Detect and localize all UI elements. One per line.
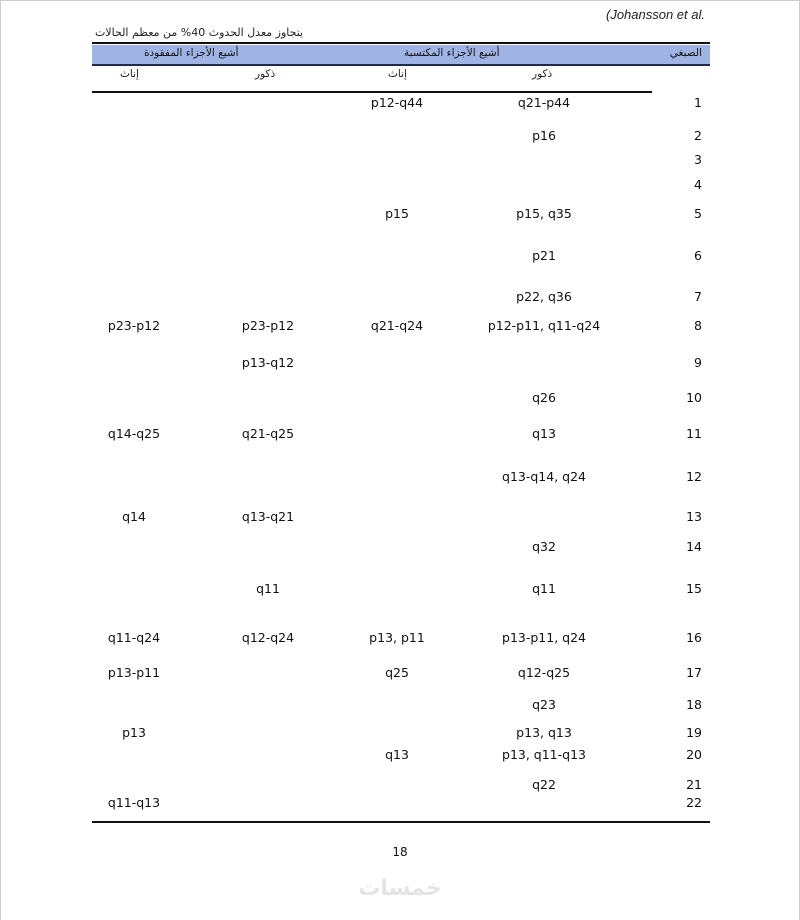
table-header-band [92,45,710,66]
cell-lost-males: q11 [256,581,280,596]
cell-lost-females: p13 [122,725,146,740]
chromosome-number: 12 [686,469,702,484]
chromosome-number: 3 [694,152,702,167]
cell-gained-males: q26 [532,390,556,405]
chromosome-number: 5 [694,206,702,221]
subheader-gained-males: ذكور [532,68,553,80]
chromosome-number: 7 [694,289,702,304]
chromosome-number: 22 [686,795,702,810]
chromosome-number: 1 [694,95,702,110]
chromosome-number: 13 [686,509,702,524]
table-caption: يتجاوز معدل الحدوث 40% من معظم الحالات [95,26,304,39]
cell-lost-females: q14-q25 [107,426,161,441]
cell-lost-males: p13-q12 [241,355,295,370]
header-lost: أشيع الأجزاء المفقودة [144,47,239,59]
subheader-gained-females: إناث [388,68,407,80]
page-number: 18 [392,845,408,859]
chromosome-number: 18 [686,697,702,712]
cell-gained-males: p13, q13 [516,725,572,740]
cell-gained-females: q13 [385,747,409,762]
cell-gained-males: q21-p44 [517,95,571,110]
cell-gained-males: p22, q36 [516,289,572,304]
chromosome-number: 2 [694,128,702,143]
chromosome-number: 17 [686,665,702,680]
cell-gained-males: p16 [532,128,556,143]
cell-gained-males: q11 [532,581,556,596]
cell-gained-males: q22 [532,777,556,792]
cell-gained-males: q13 [532,426,556,441]
cell-gained-males: q32 [532,539,556,554]
chromosome-number: 15 [686,581,702,596]
cell-gained-males: p15, q35 [516,206,572,221]
cell-lost-females: q14 [122,509,146,524]
cell-gained-females: p12-q44 [370,95,424,110]
header-chromosome: الصبغي [669,47,702,59]
cell-lost-females: p13-p11 [107,665,161,680]
cell-gained-males: q12-q25 [517,665,571,680]
subheader-rule [92,91,652,93]
cell-lost-males: q13-q21 [241,509,295,524]
chromosome-number: 10 [686,390,702,405]
chromosome-number: 11 [686,426,702,441]
watermark-logo: خمسات [358,876,442,901]
cell-gained-males: p21 [532,248,556,263]
table-top-rule [92,42,710,44]
chromosome-number: 6 [694,248,702,263]
cell-gained-females: q25 [385,665,409,680]
chromosome-number: 20 [686,747,702,762]
subheader-lost-males: ذكور [255,68,276,80]
cell-gained-females: p15 [385,206,409,221]
reference-text: (Johansson et al. [605,7,705,22]
cell-gained-females: q21-q24 [370,318,424,333]
chromosome-number: 19 [686,725,702,740]
chromosome-number: 4 [694,177,702,192]
cell-lost-males: p23-p12 [241,318,295,333]
page-edge-left [0,0,1,920]
chromosome-number: 9 [694,355,702,370]
page-edge-top [0,0,800,1]
cell-lost-males: q21-q25 [241,426,295,441]
chromosome-number: 16 [686,630,702,645]
header-gained: أشيع الأجزاء المكتسبة [404,47,500,59]
cell-gained-males: q13-q14, q24 [502,469,586,484]
cell-lost-females: q11-q13 [107,795,161,810]
cell-gained-males: p13, q11-q13 [502,747,586,762]
subheader-lost-females: إناث [120,68,139,80]
cell-lost-females: q11-q24 [107,630,161,645]
chromosome-number: 21 [686,777,702,792]
cell-gained-females: p13, p11 [369,630,425,645]
cell-lost-males: q12-q24 [241,630,295,645]
cell-lost-females: p23-p12 [107,318,161,333]
table-bottom-rule [92,821,710,823]
chromosome-number: 8 [694,318,702,333]
chromosome-number: 14 [686,539,702,554]
cell-gained-males: p12-p11, q11-q24 [487,318,601,333]
cell-gained-males: p13-p11, q24 [502,630,586,645]
cell-gained-males: q23 [532,697,556,712]
